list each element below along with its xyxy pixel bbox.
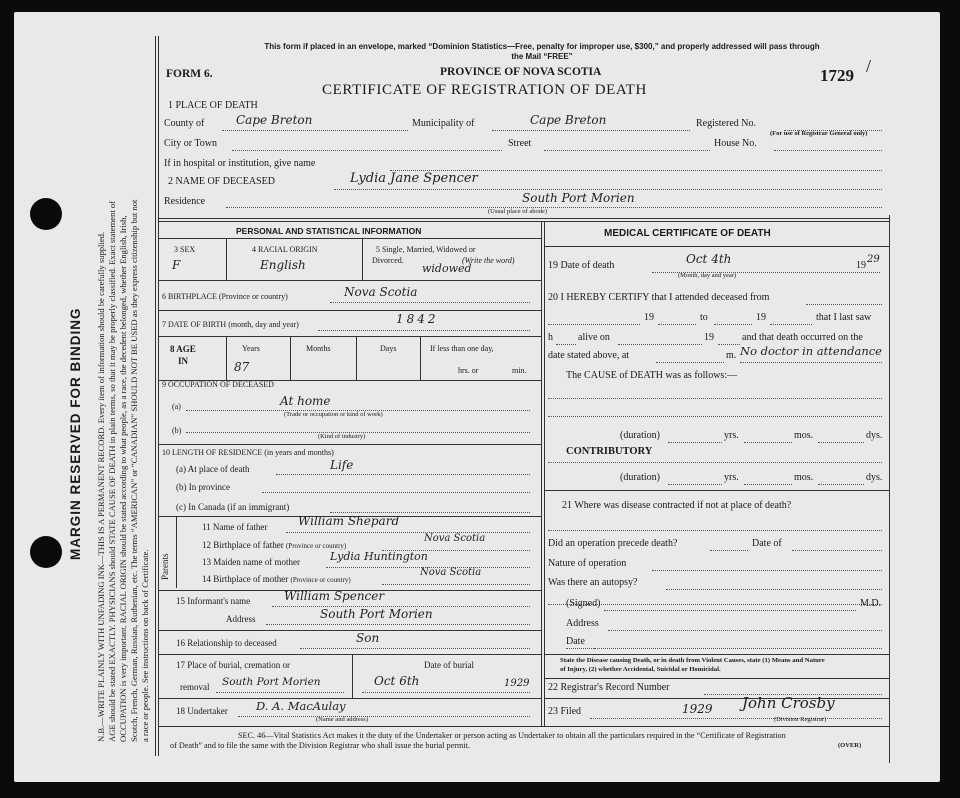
res-a-line bbox=[276, 474, 530, 475]
date-of-death-note: (Month, day and year) bbox=[678, 272, 737, 279]
res-a-value: Life bbox=[330, 458, 354, 472]
city-label: City or Town bbox=[164, 138, 218, 149]
contrib-dur-dots-1 bbox=[668, 484, 722, 485]
residence-length-label: 10 LENGTH OF RESIDENCE (in years and months) bbox=[162, 448, 334, 457]
age-div-4 bbox=[420, 336, 421, 380]
binding-hole-top bbox=[30, 198, 62, 230]
street-label: Street bbox=[508, 138, 532, 149]
dob-label: 7 DATE OF BIRTH (month, day and year) bbox=[162, 320, 299, 329]
operation-line bbox=[710, 550, 748, 551]
racial-origin-value: English bbox=[260, 258, 306, 272]
line4-dots-b bbox=[740, 362, 882, 363]
margin-instruction-line: a race or people. See instructions on back of Certificate. bbox=[140, 549, 150, 742]
house-no-label: House No. bbox=[714, 138, 757, 149]
medical-heading-rule bbox=[544, 246, 889, 247]
margin-reserved-label: MARGIN RESERVED FOR BINDING bbox=[68, 307, 83, 560]
row-rule-1 bbox=[158, 280, 541, 281]
header-rule-2 bbox=[158, 221, 889, 222]
certify-text: 20 I HEREBY CERTIFY that I attended deceased from bbox=[548, 292, 770, 303]
birthplace-value: Nova Scotia bbox=[344, 285, 418, 299]
line4-a: date stated above, at bbox=[548, 350, 630, 361]
age-div-1 bbox=[226, 336, 227, 380]
marital-label-2: Divorced. bbox=[372, 256, 404, 265]
division-registrar-note: (Division Registrar) bbox=[774, 716, 827, 723]
filed-line bbox=[590, 718, 882, 719]
burial-label-2: removal bbox=[180, 682, 210, 692]
house-no-line bbox=[774, 150, 882, 151]
marital-note: (Write the word) bbox=[462, 256, 515, 265]
res-b-line bbox=[262, 492, 530, 493]
line4-dots-a bbox=[656, 362, 724, 363]
line2-a: 19 bbox=[644, 312, 654, 323]
county-label: County of bbox=[164, 118, 205, 129]
nature-line bbox=[652, 570, 882, 571]
footer-rule bbox=[158, 726, 889, 727]
occupation-a: (a) bbox=[172, 402, 181, 411]
hrs-label: hrs. or bbox=[458, 366, 479, 375]
cause-of-death-label: The CAUSE of DEATH was as follows:— bbox=[566, 370, 738, 381]
sex-label: 3 SEX bbox=[174, 245, 196, 254]
relationship-value: Son bbox=[356, 631, 380, 645]
burial-line bbox=[216, 692, 344, 693]
parents-label: Parents bbox=[160, 553, 170, 580]
parents-divider bbox=[176, 516, 177, 588]
relationship-line bbox=[300, 648, 530, 649]
sec46-text: SEC. 46—Vital Statistics Act makes it the duty of the Undertaker or person acting as Undertaker to obtain all the particulars required in the “Certificate of Registration bbox=[238, 731, 786, 740]
registrar-note: (For use of Registrar General only) bbox=[770, 130, 868, 137]
occupation-a-note: (Trade or occupation or kind of work) bbox=[284, 411, 383, 418]
line3-c: 19 bbox=[704, 332, 714, 343]
sex-value: F bbox=[172, 258, 181, 272]
city-line bbox=[232, 150, 502, 151]
q21-label: 21 Where was disease contracted if not at place of death? bbox=[562, 500, 792, 511]
contributory-label: CONTRIBUTORY bbox=[566, 446, 653, 457]
deceased-name-line bbox=[334, 189, 882, 190]
over-label: (OVER) bbox=[838, 742, 862, 749]
row-rule-9 bbox=[158, 654, 541, 655]
operation-date-line bbox=[792, 550, 882, 551]
filed-value: 1929 bbox=[682, 702, 713, 716]
cause-duration-label: (duration) bbox=[620, 430, 660, 441]
filed-label: 23 Filed bbox=[548, 706, 582, 717]
medical-rule-4 bbox=[544, 698, 889, 699]
registrar-signature: John Crosby bbox=[742, 694, 835, 712]
min-label: min. bbox=[512, 366, 527, 375]
margin-instruction-line: Scotch, French, German, Russian, Ruthenian, etc. The terms “AMERICAN” or “CANADIAN” SHOULD NOT BE USED as they express citizenship but not bbox=[129, 199, 139, 742]
burial-value: South Port Morien bbox=[222, 676, 321, 688]
row-rule-8 bbox=[158, 630, 541, 631]
line2-c: 19 bbox=[756, 312, 766, 323]
father-name-value: William Shepard bbox=[298, 514, 400, 528]
contrib-duration-label: (duration) bbox=[620, 472, 660, 483]
res-c-label: (c) In Canada (if an immigrant) bbox=[176, 502, 290, 512]
informant-address-line bbox=[266, 624, 530, 625]
q21-line bbox=[548, 530, 882, 531]
contrib-mos-label: mos. bbox=[794, 472, 814, 483]
line3-d: and that death occurred on the bbox=[742, 332, 863, 343]
father-name-label: 11 Name of father bbox=[202, 522, 268, 532]
mother-name-value: Lydia Huntington bbox=[330, 550, 428, 563]
line3-dots-a bbox=[556, 344, 576, 345]
contributory-line bbox=[548, 462, 882, 463]
street-line bbox=[544, 150, 710, 151]
certificate-title: CERTIFICATE OF REGISTRATION OF DEATH bbox=[322, 82, 647, 98]
age-label: 8 AGE bbox=[170, 344, 196, 354]
line3-dots-c bbox=[718, 344, 740, 345]
marital-value: widowed bbox=[422, 262, 472, 275]
age-div-2 bbox=[290, 336, 291, 380]
mother-birthplace-value: Nova Scotia bbox=[420, 567, 482, 578]
center-divider bbox=[541, 221, 542, 726]
margin-instruction-line: OCCUPATION is very important. RACIAL ORIGIN should be stated according to what people, as a race, the decedent belonged, whether English, Irish, bbox=[118, 215, 128, 742]
contrib-dur-dots-3 bbox=[818, 484, 864, 485]
sec46-text-2: of Death” and to file the same with the Division Registrar who shall issue the burial permit. bbox=[170, 741, 470, 750]
residence-value: South Port Morien bbox=[522, 191, 635, 205]
res-b-label: (b) In province bbox=[176, 482, 230, 492]
res-c-line bbox=[330, 512, 530, 513]
burial-date-value: Oct 6th bbox=[374, 674, 420, 688]
months-label: Months bbox=[306, 344, 331, 353]
med-address-line bbox=[608, 630, 882, 631]
undertaker-value: D. A. MacAulay bbox=[256, 699, 346, 713]
burial-date-line bbox=[362, 692, 530, 693]
nature-label: Nature of operation bbox=[548, 558, 627, 569]
father-birthplace-label: 12 Birthplace of father (Province or country) bbox=[202, 540, 347, 550]
birthplace-label: 6 BIRTHPLACE (Province or country) bbox=[162, 292, 288, 301]
cause-dur-dots-2 bbox=[744, 442, 792, 443]
undertaker-label: 18 Undertaker bbox=[176, 706, 228, 716]
burial-label: 17 Place of burial, cremation or bbox=[176, 660, 290, 670]
row-rule-5 bbox=[158, 444, 541, 445]
cause-dur-dots-1 bbox=[668, 442, 722, 443]
municipality-line bbox=[492, 130, 690, 131]
line2-dots-b bbox=[658, 324, 696, 325]
cause-line-2 bbox=[548, 416, 882, 417]
hospital-label: If in hospital or institution, give name bbox=[164, 158, 316, 169]
margin-instruction-line: AGE should be stated EXACTLY. PHYSICIANS should STATE CAUSE OF DEATH in plain terms, so that it may be properly classified. Exact statement of bbox=[107, 200, 117, 742]
contrib-dys-label: dys. bbox=[866, 472, 883, 483]
autopsy-line bbox=[666, 589, 882, 590]
line4-value: No doctor in attendance bbox=[740, 344, 882, 358]
cause-yrs-label: yrs. bbox=[724, 430, 739, 441]
dob-value: 1842 bbox=[396, 312, 439, 326]
father-name-line bbox=[286, 532, 530, 533]
row-rule-3 bbox=[158, 336, 541, 337]
contrib-dur-dots-2 bbox=[744, 484, 792, 485]
line3-a: h bbox=[548, 332, 553, 343]
certificate-paper bbox=[14, 12, 940, 782]
informant-label: 15 Informant's name bbox=[176, 596, 251, 606]
line2-dots-a bbox=[548, 324, 640, 325]
residence-label: Residence bbox=[164, 196, 206, 207]
relationship-label: 16 Relationship to deceased bbox=[176, 638, 277, 648]
violent-note-2: of Injury, (2) whether Accidental, Suicidal or Homicidal. bbox=[560, 666, 721, 673]
medical-rule-1 bbox=[544, 490, 889, 491]
deceased-name-value: Lydia Jane Spencer bbox=[350, 171, 478, 186]
slash-mark: / bbox=[866, 56, 872, 76]
racial-divider bbox=[362, 238, 363, 280]
cause-line-1 bbox=[548, 398, 882, 399]
province-title: PROVINCE OF NOVA SCOTIA bbox=[440, 66, 602, 78]
left-border-inner bbox=[158, 36, 159, 756]
form-number: FORM 6. bbox=[166, 68, 213, 80]
operation-label: Did an operation precede death? bbox=[548, 538, 678, 549]
med-date-label: Date bbox=[566, 636, 585, 647]
left-border bbox=[155, 36, 156, 756]
days-label: Days bbox=[380, 344, 397, 353]
cause-dys-label: dys. bbox=[866, 430, 883, 441]
residence-note: (Usual place of abode) bbox=[488, 208, 548, 215]
signed-label: (Signed) bbox=[566, 598, 601, 609]
father-birthplace-value: Nova Scotia bbox=[424, 533, 486, 544]
informant-address-label: Address bbox=[226, 614, 256, 624]
registrar-record-label: 22 Registrar's Record Number bbox=[548, 682, 670, 693]
occupation-a-value: At home bbox=[280, 394, 331, 408]
certificate-number: 1729 bbox=[820, 66, 854, 85]
operation-date-label: Date of bbox=[752, 538, 782, 549]
signed-line bbox=[604, 610, 856, 611]
binding-hole-bottom bbox=[30, 536, 62, 568]
racial-origin-label: 4 RACIAL ORIGIN bbox=[252, 245, 318, 254]
personal-heading-rule bbox=[158, 238, 541, 239]
occupation-b: (b) bbox=[172, 426, 182, 435]
less-than-day-label: If less than one day, bbox=[430, 344, 494, 353]
line4-b: m. bbox=[726, 350, 737, 361]
mother-name-label: 13 Maiden name of mother bbox=[202, 557, 300, 567]
cause-mos-label: mos. bbox=[794, 430, 814, 441]
line3-b: alive on bbox=[578, 332, 610, 343]
occupation-label: 9 OCCUPATION OF DECEASED bbox=[162, 380, 274, 389]
line2-dots-d bbox=[770, 324, 812, 325]
mail-notice-1: This form if placed in an envelope, marked “Dominion Statistics—Free, penalty for improper use, $300,” and properly addressed will pass through the Mail “FREE” bbox=[264, 42, 820, 61]
dob-line bbox=[318, 330, 530, 331]
res-a-label: (a) At place of death bbox=[176, 464, 250, 474]
violent-note-1: State the Disease causing Death, or in death from Violent Causes, state (1) Means and Nature bbox=[560, 657, 825, 664]
undertaker-note: (Name and address) bbox=[316, 716, 368, 723]
line2-dots-c bbox=[714, 324, 752, 325]
municipality-label: Municipality of bbox=[412, 118, 475, 129]
line2-d: that I last saw bbox=[816, 312, 872, 323]
age-years-value: 87 bbox=[234, 360, 250, 374]
mother-birthplace-label: 14 Birthplace of mother (Province or country) bbox=[202, 574, 351, 584]
birthplace-line bbox=[330, 302, 530, 303]
md-label: M.D. bbox=[860, 598, 882, 609]
med-date-line bbox=[594, 648, 882, 649]
cause-dur-dots-3 bbox=[818, 442, 864, 443]
autopsy-label: Was there an autopsy? bbox=[548, 577, 638, 588]
sex-divider bbox=[226, 238, 227, 280]
medical-rule-3 bbox=[544, 678, 889, 679]
place-of-death-heading: 1 PLACE OF DEATH bbox=[168, 100, 258, 111]
burial-divider bbox=[352, 654, 353, 698]
deceased-name-label: 2 NAME OF DECEASED bbox=[168, 176, 275, 187]
contrib-yrs-label: yrs. bbox=[724, 472, 739, 483]
municipality-value: Cape Breton bbox=[530, 113, 607, 127]
burial-date-label: Date of burial bbox=[424, 660, 474, 670]
registered-no-label: Registered No. bbox=[696, 118, 756, 129]
occupation-b-note: (Kind of industry) bbox=[318, 433, 366, 440]
date-of-death-label: 19 Date of death bbox=[548, 260, 615, 271]
date-of-death-value: Oct 4th bbox=[686, 252, 732, 266]
certify-line bbox=[806, 304, 882, 305]
date-of-death-year-prefix: 19 bbox=[856, 260, 866, 271]
row-rule-10 bbox=[158, 698, 541, 699]
row-rule-2 bbox=[158, 310, 541, 311]
line3-dots-b bbox=[618, 344, 702, 345]
mother-birthplace-line bbox=[382, 584, 530, 585]
undertaker-line bbox=[238, 716, 530, 717]
med-address-label: Address bbox=[566, 618, 599, 629]
center-divider-2 bbox=[544, 221, 545, 726]
years-label: Years bbox=[242, 344, 260, 353]
age-div-3 bbox=[356, 336, 357, 380]
personal-heading: PERSONAL AND STATISTICAL INFORMATION bbox=[236, 226, 422, 236]
date-of-death-year: 29 bbox=[867, 254, 880, 265]
county-value: Cape Breton bbox=[236, 113, 313, 127]
medical-rule-2 bbox=[544, 654, 889, 655]
medical-heading: MEDICAL CERTIFICATE OF DEATH bbox=[604, 228, 771, 239]
marital-label: 5 Single, Married, Widowed or bbox=[376, 245, 476, 254]
age-label-2: IN bbox=[178, 356, 189, 366]
county-line bbox=[222, 130, 408, 131]
informant-value: William Spencer bbox=[284, 589, 385, 603]
margin-instruction-line: N.B.—WRITE PLAINLY WITH UNFADING INK—THIS IS A PERMANENT RECORD. Every item of information should be carefully supplied. bbox=[96, 231, 106, 742]
right-border bbox=[889, 215, 890, 763]
residence-line bbox=[226, 207, 882, 208]
header-rule bbox=[158, 218, 889, 219]
informant-address-value: South Port Morien bbox=[320, 607, 433, 621]
line2-b: to bbox=[700, 312, 708, 323]
burial-year: 1929 bbox=[504, 678, 530, 689]
